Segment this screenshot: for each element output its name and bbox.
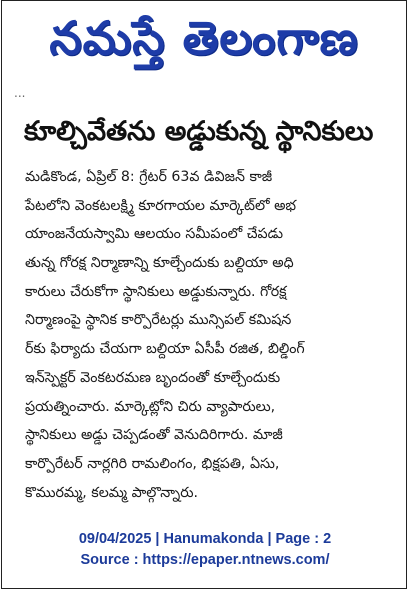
article-line: ప్రయత్నించారు. మార్కెట్లోని చిరు వ్యాపారులు, [25, 398, 276, 415]
newspaper-masthead: నమస్తే తెలంగాణ [49, 11, 359, 65]
article-line: కొమురమ్మ, కలమ్మ పాల్గొన్నారు. [25, 484, 199, 501]
article-line: మడికొండ, ఏప్రిల్ 8: గ్రేటర్ 63వ డివిజన్ కాజీ [25, 169, 273, 185]
article-line: కార్పొరేటర్ నార్లగిరి రామలింగం, భిక్షపతి, ఏసు, [25, 455, 280, 472]
article-body [25, 163, 381, 507]
article-line: నిర్మాణంపై స్థానిక కార్పొరేటర్లు మున్సిపల్ కమిషన [25, 312, 292, 329]
article-line: ర్‌కు ఫిర్యాదు చేయగా బల్దియా ఏసీపీ రజిత, బిల్డింగ్ [25, 341, 305, 358]
cut-off-line: ... [14, 86, 26, 100]
footer-source: Source : https://epaper.ntnews.com/ [80, 552, 330, 568]
article-line: యాంజనేయస్వామి ఆలయం సమీపంలో చేపడు [25, 226, 284, 243]
footer-info: 09/04/2025 | Hanumakonda | Page : 2 [78, 531, 332, 547]
article-line: ఇన్‌స్పెక్టర్ వెంకటరమణ బృందంతో కూల్చేందుకు [25, 369, 281, 386]
article-line: స్థానికులు అడ్డు చెప్పడంతో వెనుదిరిగారు. మాజీ [25, 427, 283, 444]
article-line: తున్న గోరక్ష నిర్మాణాన్ని కూల్చేందుకు బల్దియా అధి [25, 255, 294, 272]
article-line: పేటలోని వెంకటలక్ష్మి కూరగాయల మార్కెట్‌లో అభ [25, 197, 297, 214]
article-headline: కూల్చివేతను అడ్డుకున్న స్థానికులు [24, 116, 374, 147]
article-line: కారులు చేరుకోగా స్థానికులు అడ్డుకున్నారు. గోరక్ష [25, 283, 287, 300]
